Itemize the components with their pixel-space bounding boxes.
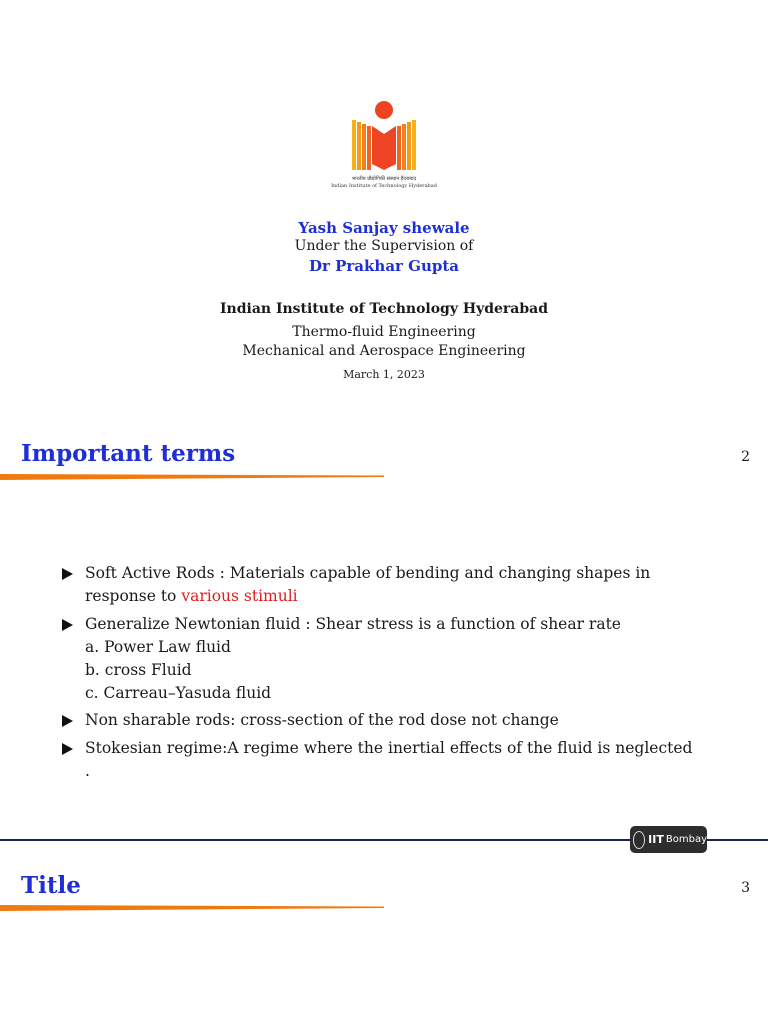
badge-text: Bombay	[665, 834, 707, 845]
bullet-item	[62, 562, 651, 605]
author-name: Yash Sanjay shewale	[298, 219, 470, 237]
slide2-title: Important terms	[21, 440, 236, 467]
iit-bombay-badge	[630, 826, 707, 853]
slide3-title: Title	[21, 872, 81, 899]
iitb-seal-icon	[633, 831, 645, 849]
bullet-triangle-icon	[62, 568, 73, 580]
highlight-text: various stimuli	[181, 587, 298, 605]
bullet-triangle-icon	[62, 715, 73, 727]
logo-caption-hindi: भारतीय प्रौद्योगिकी संस्थान हैदराबाद	[351, 176, 417, 182]
bullet-item	[62, 709, 559, 732]
presentation-date: March 1, 2023	[343, 368, 425, 381]
supervision-label: Under the Supervision of	[294, 238, 474, 254]
slide3-title-rule	[0, 905, 384, 911]
bullet-item	[62, 737, 693, 780]
slide2-title-rule	[0, 474, 384, 480]
sub-item: a. Power Law fluid	[85, 638, 231, 656]
bullet-text: Generalize Newtonian fluid : Shear stress is a function of shear rate	[85, 615, 621, 633]
logo-caption-english: Indian Institute of Technology Hyderabad	[331, 183, 437, 189]
bullet-text-continued: .	[85, 762, 90, 780]
bullet-triangle-icon	[62, 743, 73, 755]
badge-text-bold: IIT	[648, 833, 664, 846]
bullet-text-prefix: response to	[85, 587, 182, 605]
slide3-number: 3	[741, 880, 750, 896]
institute-name: Indian Institute of Technology Hyderabad	[219, 301, 549, 317]
sub-item: b. cross Fluid	[85, 661, 192, 679]
bullet-text: Soft Active Rods : Materials capable of bending and changing shapes in	[85, 564, 651, 582]
sub-item: c. Carreau–Yasuda fluid	[85, 684, 272, 702]
bullet-text: Stokesian regime:A regime where the inertial effects of the fluid is neglected	[85, 739, 693, 757]
bullet-triangle-icon	[62, 619, 73, 631]
slide2-number: 2	[741, 449, 750, 465]
department-line-1: Thermo-fluid Engineering	[292, 324, 476, 340]
bullet-item	[62, 613, 621, 702]
supervisor-name: Dr Prakhar Gupta	[308, 257, 460, 275]
department-line-2: Mechanical and Aerospace Engineering	[242, 343, 526, 359]
bullet-text-continued	[85, 585, 725, 608]
bullet-text: Non sharable rods: cross-section of the rod dose not change	[85, 711, 559, 729]
